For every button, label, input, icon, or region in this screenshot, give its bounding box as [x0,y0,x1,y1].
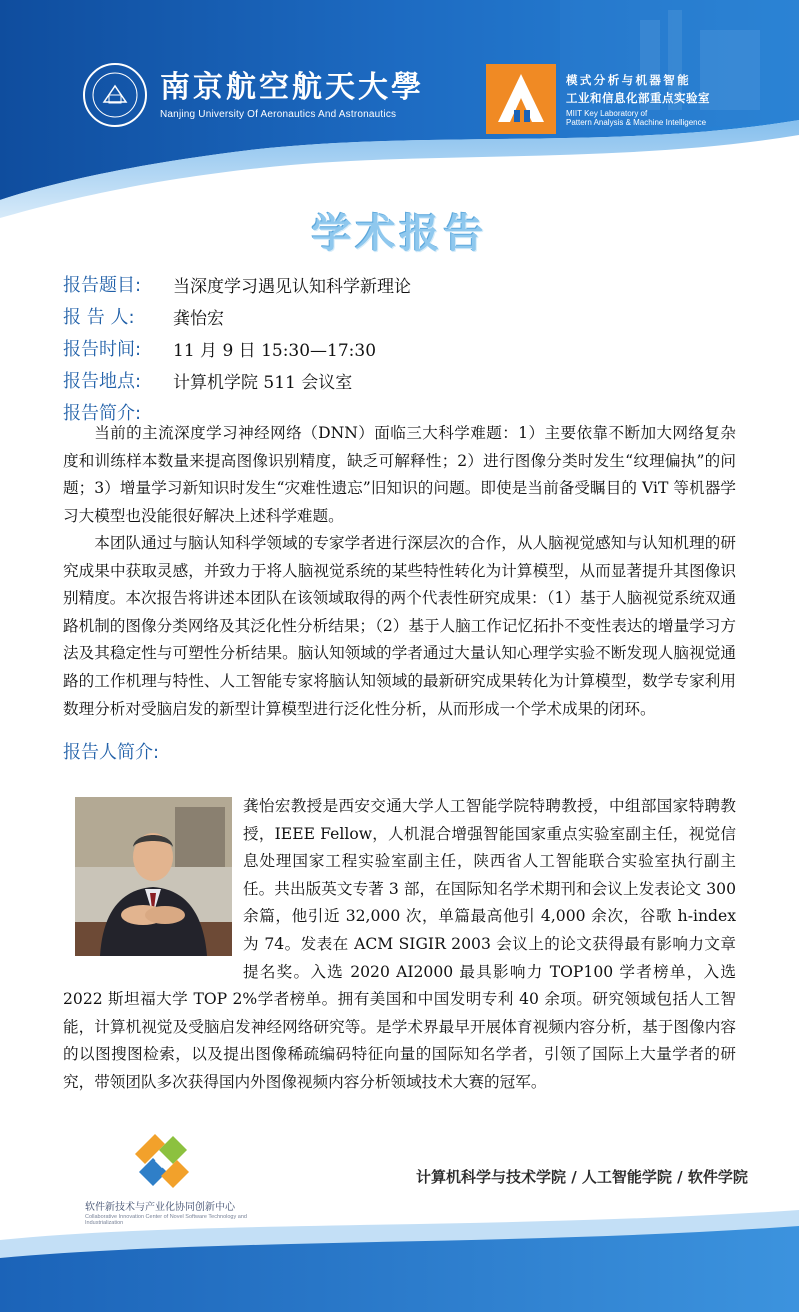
talk-info [63,268,743,428]
speaker-label: 报 告 人: [63,307,135,328]
lab-name-cn-line1: 模式分析与机器智能 [566,72,692,87]
innovation-center-name-cn: 软件新技术与产业化协同创新中心 [85,1202,235,1213]
lab-name-cn-line2: 工业和信息化部重点实验室 [566,90,710,105]
topic-row [63,268,743,300]
place-value: 计算机学院 511 会议室 [173,372,353,393]
speaker-portrait-icon [75,797,232,956]
bio-label: 报告人简介: [63,742,160,763]
place-label: 报告地点: [63,371,142,392]
university-logo [82,62,424,128]
university-name-cn: 南京航空航天大學 [160,69,424,105]
summary-label: 报告简介: [63,403,142,424]
topic-label: 报告题目: [63,275,142,296]
topic-value: 当深度学习遇见认知科学新理论 [173,276,411,297]
footer-banner [0,1200,799,1312]
speaker-photo [75,797,232,956]
place-row [63,364,743,396]
lab-emblem-icon [486,64,556,134]
page-title: 学术报告 [311,211,488,257]
summary-paragraph-1: 当前的主流深度学习神经网络（DNN）面临三大科学难题：1）主要依靠不断加大网络复杂度和训练样本数量来提高图像识别精度，缺乏可解释性；2）进行图像分类时发生“纹理偏执”的问题；3）增量学习新知识时发生“灾难性遗忘”旧知识的问题。即使是当前备受瞩目的 ViT 等机器学习大模型也没能很好解决上述科学难题。 [63,424,736,525]
innovation-center-name-en: Collaborative Innovation Center of Novel Software Technology and Industrialization [85,1214,247,1226]
innovation-center-icon [131,1130,193,1192]
lab-name-en-line1: MIIT Key Laboratory of [566,108,648,118]
university-seal-icon [82,62,148,128]
time-label: 报告时间: [63,339,142,360]
time-row [63,332,743,364]
lab-name-en-line2: Pattern Analysis & Machine Intelligence [566,117,707,127]
university-name-en: Nanjing University Of Aeronautics And Astronautics [160,108,397,120]
speaker-row [63,300,743,332]
time-value: 11 月 9 日 15:30—17:30 [173,340,377,361]
speaker-value: 龚怡宏 [173,308,224,329]
lab-logo [486,64,710,134]
college-names: 计算机科学与技术学院 / 人工智能学院 / 软件学院 [416,1168,748,1186]
summary-paragraph-2: 本团队通过与脑认知科学领域的专家学者进行深层次的合作，从人脑视觉感知与认知机理的研究成果中获取灵感，并致力于将人脑视觉系统的某些特性转化为计算模型，从而显著提升其图像识别精度。本次报告将讲述本团队在该领域取得的两个代表性研究成果：（1）基于人脑视觉系统双通路机制的图像分类网络及其泛化性分析结果；（2）基于人脑工作记忆拓扑不变性表达的增量学习方法及其稳定性与可塑性分析结果。脑认知领域的学者通过大量认知心理学实验不断发现人脑视觉通路的工作机理与特性、人工智能专家将脑认知领域的最新研究成果转化为计算模型，数学专家利用数理分析对受脑启发的新型计算模型进行泛化性分析，从而形成一个学术成果的闭环。 [63,534,736,718]
bio-text: 龚怡宏教授是西安交通大学人工智能学院特聘教授，中组部国家特聘教授，IEEE Fellow，人机混合增强智能国家重点实验室副主任，视觉信息处理国家工程实验室副主任，陕西省人工智能联合实验室执行副主任。共出版英文专著 3 部，在国际知名学术期刊和会议上发表论文 300 余篇，他引近 32,000 次，单篇最高他引 4,000 余次，谷歌 h-index 为 74。发表在 ACM SIGIR 2003 会议上的论文获得最有影响力文章提名奖。入选 2020 AI2000 最具影响力 TOP100 学者榜单，入选 2022 斯坦福大学 TOP 2%学者榜单。拥有美国和中国发明专利 40 余项。研究领域包括人工智能，计算机视觉及受脑启发神经网络研究等。是学术界最早开展体育视频内容分析，基于图像内容的以图搜图检索，以及提出图像稀疏编码特征向量的国际知名学者，引领了国际上大量学者的研究，带领团队多次获得国内外图像视频内容分析领域技术大赛的冠军。 [63,797,736,1091]
